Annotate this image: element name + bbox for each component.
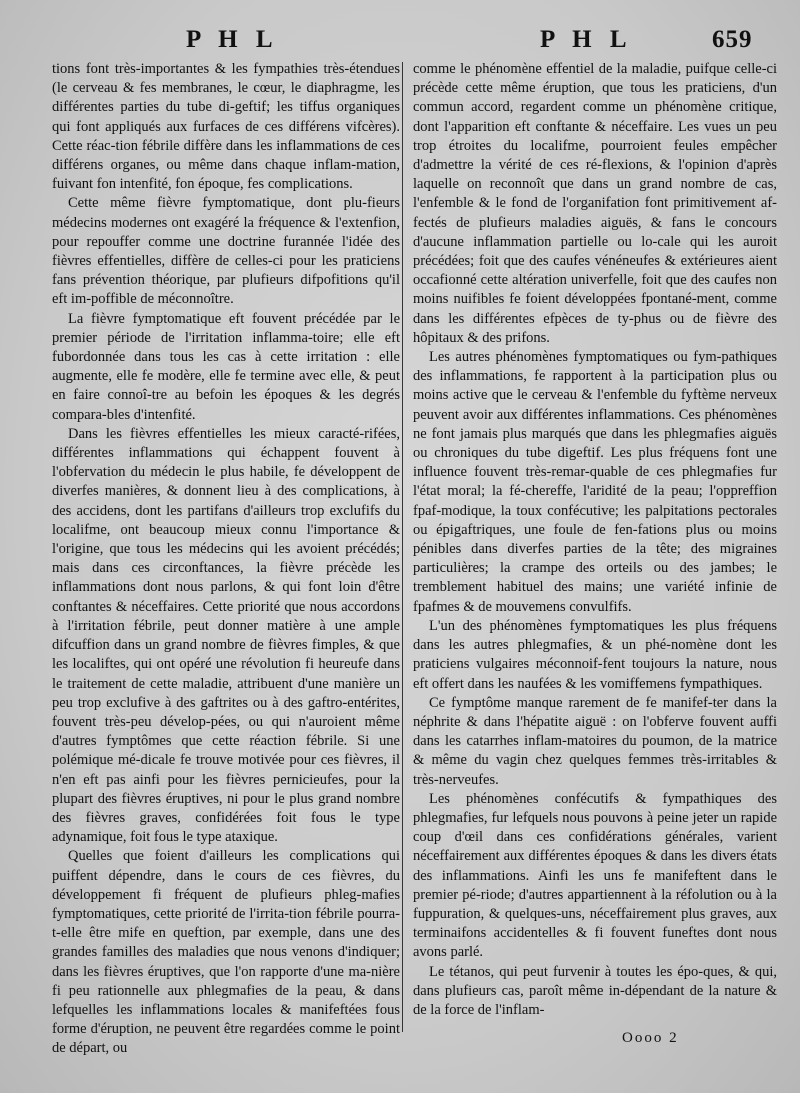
right-column	[413, 60, 777, 1020]
paragraph: Cette même fièvre fymptomatique, dont plu-fieurs médecins modernes ont exagéré la fréquence & l'extenfion, pour repouffer comme une doctrine furannée l'idée des fièvres effentielles, diffère de celles-ci pour les praticiens fans prévention théorique, par plufieurs difpofitions qu'il eft im-poffible de méconnoître.	[52, 195, 400, 308]
paragraph: L'un des phénomènes fymptomatiques les plus fréquens dans les autres phlegmafies, & un phé-nomène dont les praticiens vulgaires méconnoif-fent toujours la nature, nous eft offert dans les naufées & les vomiffemens fympathiques.	[413, 617, 777, 692]
paragraph: comme le phénomène effentiel de la maladie, puifque celle-ci précède cette même éruption, que tous les praticiens, d'un commun accord, regardent comme un phénomène critique, dont l'apparition eft conftante & néceffaire. Les vues un peu trop étroites du localifme, pourroient feules empêcher d'admettre la vérité de ces ré-flexions, & l'opinion d'après laquelle on reconnoît que dans un grand nombre de cas, l'enfemble & le fond de l'organifation font primitivement af-fectés de plufieurs maladies aiguës, & fans le concours d'aucune inflammation partielle ou lo-cale qui les auroit précédées; foit que des caufes vénéneufes & extérieures aient occafionné cette altération univerfelle, foit que des caufes non moins nuifibles fe foient développées fpontané-ment, comme dans les différentes efpèces de ty-phus ou de fièvre des hôpitaux & des prifons.	[413, 61, 777, 346]
paragraph: Le tétanos, qui peut furvenir à toutes les épo-ques, & qui, dans plufieurs cas, paroît même in-dépendant de la nature & de la force de l'inflam-	[413, 963, 777, 1018]
page-header	[0, 26, 800, 60]
paragraph: Les autres phénomènes fymptomatiques ou fym-pathiques des inflammations, fe rapportent à la participation plus ou moins active que le cerveau & l'enfemble du fyftème nerveux peuvent avoir aux différentes inflammations. Ces phénomènes ne font jamais plus marqués que dans les phlegmafies aiguës ou chroniques du tube digeftif. Les plus fréquens font une influence fouvent très-remar-quable de ces phlegmafies fur l'état moral; la fé-chereffe, l'aridité de la peau; l'oppreffion fpaf-modique, la toux confécutive; les palpitations pectorales ou épigaftriques, une foule de fen-fations plus ou moins pénibles dans diverfes parties de la tête; des migraines particulières; la crampe des orteils ou des jambes; le tremblement habituel des mains; une variété infinie de fpafmes & de mouvemens convulfifs.	[413, 349, 777, 615]
page-number: 659	[712, 26, 753, 53]
paragraph: La fièvre fymptomatique eft fouvent précédée par le premier période de l'irritation inflamma-toire; elle eft fubordonnée dans tous les cas à cette irritation : elle augmente, elle fe modère, elle fe termine avec elle, & peut en faire connoî-tre au befoin les époques & les degrés compara-bles d'intenfité.	[52, 310, 400, 423]
running-head-left: P H L	[186, 26, 279, 53]
paragraph: Ce fymptôme manque rarement de fe manifef-ter dans la néphrite & dans l'hépatite aiguë : on l'obferve fouvent auffi dans les catarrhes inflam-matoires du poumon, de la matrice & même du vagin chez quelques femmes très-irritables & très-nerveufes.	[413, 694, 777, 788]
paragraph: tions font très-importantes & les fympathies très-étendues (le cerveau & fes membranes, le cœur, le diaphragme, les différentes parties du tube di-geftif; les tiffus organiques qui font appliqués aux furfaces de ces différens vifcères). Cette réac-tion fébrile diffère dans les inflammations de ces différens organes, ou même dans chaque inflam-mation, fuivant fon intenfité, fon époque, fes complications.	[52, 61, 400, 193]
left-column	[52, 60, 400, 1059]
paragraph: Quelles que foient d'ailleurs les complications qui puiffent dépendre, dans le cours de ces fièvres, du développement fi fréquent de plufieurs phleg-mafies fymptomatiques, cette priorité de l'irrita-tion fébrile pourra-t-elle être mife en queftion, par exemple, dans une des grandes familles des maladies que nous venons d'indiquer; dans les fièvres éruptives, que l'on rapporte d'une ma-nière fi peu rationnelle aux phlegmafies de la peau, & dans lefquelles les inflammations locales & manifeftées fous forme d'éruption, ne peuvent être regardées comme le point de départ, ou	[52, 848, 400, 1057]
column-divider	[402, 62, 403, 1032]
printer-signature: Oooo 2	[622, 1030, 679, 1046]
running-head-right: P H L	[540, 26, 633, 53]
paragraph: Les phénomènes confécutifs & fympathiques des phlegmafies, fur lefquels nous pouvons à peine jeter un rapide coup d'œil dans ces confidérations générales, varient néceffairement aux différentes époques & dans les divers états des inflammations. Ainfi les uns fe manifeftent dans le premier pé-riode; d'autres appartiennent à la réfolution ou à la fuppuration, & quelques-uns, néceffairement plus graves, aux terminaifons accidentelles & fi fouvent funeftes dont nous avons parlé.	[413, 790, 777, 961]
paragraph: Dans les fièvres effentielles les mieux caracté-rifées, différentes inflammations qui échappent fouvent à l'obfervation du médecin le plus habile, fe développent de diverfes manières, & donnent lieu à des complications, à des accidens, dont les partifans d'ailleurs trop exclufifs du localifme, ont beaucoup mieux connu l'importance & l'origine, que tous les médecins qui les avoient précédés; mais dans ces circonftances, la fièvre précède les inflammations dont nous parlons, & qui font loin d'être conftantes & néceffaires. Cette priorité que nous accordons à l'irritation fébrile, peut donner matière à une ample difcuffion dans un grand nombre de fièvres fimples, & que les localiftes, qui ont opéré une révolution fi heureufe dans le traitement de cette maladie, attribuent d'une manière un peu trop exclufive à des gaftrites ou à des gaftro-entérites, fouvent très-peu dévelop-pées, ou qui n'auroient même d'autres fymptômes que cette réaction fébrile. Si une polémique mé-dicale fe trouve motivée pour ces fièvres, il n'en eft pas ainfi pour les fièvres pernicieufes, pour la plupart des fièvres éruptives, ni pour le plus grand nombre des fièvres graves, confidérées foit fous le type adynamique, foit fous le type ataxique.	[52, 425, 400, 846]
